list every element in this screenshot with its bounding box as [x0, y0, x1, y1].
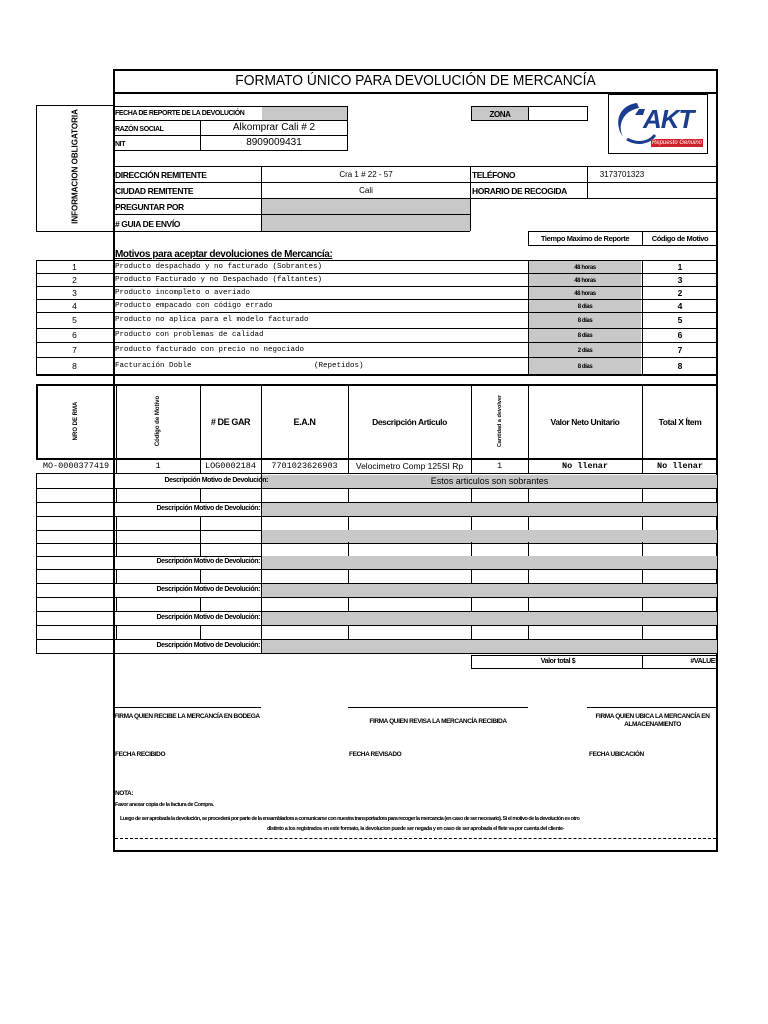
motivo-description-label: Descripción Motivo de Devolución:	[156, 586, 260, 593]
side-label: INFORMACION OBLIGATORIA	[70, 109, 80, 224]
cell-cantidad[interactable]: 1	[496, 461, 503, 471]
motivo-number: 8	[72, 361, 77, 371]
items-row-col	[471, 625, 472, 639]
items-row-edge	[36, 611, 37, 625]
items-row-col	[200, 625, 201, 639]
items-row-edge	[717, 474, 718, 488]
motivo-codigo: 4	[677, 301, 683, 311]
items-row-line	[36, 488, 718, 489]
akt-brand: AKT	[643, 104, 694, 134]
items-row-col	[261, 625, 262, 639]
items-row-col	[261, 542, 262, 556]
header-descripcion: Descripción Articulo	[372, 417, 447, 427]
motivo-col-divider	[113, 328, 114, 342]
motivo-tiempo: 8 días	[577, 364, 593, 370]
motivos-left-edge	[36, 260, 37, 374]
items-row-edge	[717, 597, 718, 611]
items-row-col	[116, 569, 117, 583]
items-row-col	[348, 488, 349, 502]
motivo-number: 1	[72, 262, 77, 272]
motivo-text: Facturación Doble	[115, 362, 192, 370]
motivo-codigo: 3	[677, 275, 683, 285]
horario-label: HORARIO DE RECOGIDA	[472, 186, 567, 196]
items-row-col	[348, 597, 349, 611]
items-row-edge	[717, 625, 718, 639]
items-row-col	[116, 542, 117, 556]
contact-top	[113, 166, 718, 167]
motivo-col-divider	[113, 260, 114, 273]
motivo-tiempo: 8 días	[577, 333, 593, 339]
items-row-edge	[717, 639, 718, 653]
items-row-col	[348, 542, 349, 556]
fecha-label: FECHA DE REPORTE DE LA DEVOLUCIÓN	[115, 110, 245, 117]
items-row-col	[642, 516, 643, 530]
guia-field[interactable]	[262, 215, 470, 231]
cell-descripcion[interactable]: Velocimetro Comp 125SI Rp	[355, 461, 464, 471]
motivo-codigo: 8	[677, 361, 683, 371]
header-ean: E.A.N	[293, 417, 316, 427]
contact-line	[113, 182, 718, 183]
nota-line3: distinto a los registrados en este formato, la devolucion puede ser negada y en caso de ser aprobada el flete va por cuenta del cliente-	[266, 826, 565, 832]
motivo-number: 3	[72, 288, 77, 298]
items-row-edge	[717, 583, 718, 597]
motivo-description-label: Descripción Motivo de Devolución:	[156, 505, 260, 512]
motivo-text: Producto empacado con código errado	[115, 302, 273, 310]
sig-recibe: FIRMA QUIEN RECIBE LA MERCANCÍA EN BODEGA	[114, 713, 260, 720]
items-row-col	[528, 516, 529, 530]
items-row-line	[36, 516, 718, 517]
motivos-title: Motivos para aceptar devoluciones de Mercancía:	[115, 249, 333, 260]
cell-valor-neto[interactable]: No llenar	[562, 461, 608, 471]
fecha-ubicacion: FECHA UBICACIÓN	[589, 751, 644, 758]
items-gray-row[interactable]	[262, 530, 717, 543]
header-divider	[114, 120, 348, 121]
nota-label: NOTA:	[115, 790, 134, 797]
col-codigo: Código de Motivo	[651, 234, 709, 243]
motivo-text: Producto con problemas de calidad	[115, 331, 264, 339]
sig-ubica: FIRMA QUIEN UBICA LA MERCANCÍA EN ALMACENAMIENTO	[595, 713, 710, 728]
nota-line2: Luego de ser aprobada la devolución, se procederá por parte de la ensambladora a comunicarse con nuestra transportadora para recoger la mercancía (en caso de ser necesario). Si el motivo de la devolución es otro	[120, 816, 580, 822]
items-row-edge	[717, 502, 718, 516]
motivo-text: Producto despachado y no facturado (Sobrantes)	[115, 263, 323, 271]
items-col-divider	[348, 384, 349, 473]
items-row-edge	[36, 529, 37, 543]
items-row-col	[116, 597, 117, 611]
items-row-col	[528, 542, 529, 556]
nota-dashed-line	[115, 838, 716, 839]
valor-total-label: Valor total $	[540, 658, 576, 665]
items-row-edge	[36, 516, 37, 530]
motivo-codigo: 2	[677, 288, 683, 298]
contact-line	[113, 231, 470, 232]
items-row-col	[200, 488, 201, 502]
items-row-col	[348, 569, 349, 583]
items-col-divider	[471, 384, 472, 473]
motivo-extra: (Repetidos)	[314, 362, 364, 370]
items-row-edge	[717, 488, 718, 502]
motivo-tiempo: 8 días	[577, 318, 593, 324]
header-rma: NRO DE RMA	[73, 401, 79, 441]
items-row-col	[200, 597, 201, 611]
col-tiempo: Tiempo Maximo de Reporte	[540, 234, 630, 243]
motivo-tiempo: 2 días	[577, 348, 593, 354]
motivo-tiempo: 48 horas	[574, 291, 596, 297]
motivo-tiempo: 48 horas	[574, 278, 596, 284]
cell-codigo-motivo[interactable]: 1	[155, 461, 161, 471]
motivo-description-field[interactable]	[262, 612, 717, 625]
preguntar-field[interactable]	[262, 199, 470, 214]
motivo-description-label: Descripción Motivo de Devolución:	[164, 477, 268, 484]
header-valor-neto: Valor Neto Unitario	[550, 417, 620, 427]
motivo-description-value: Estos articulos son sobrantes	[430, 476, 549, 486]
ciudad-label: CIUDAD REMITENTE	[115, 186, 194, 196]
header-total: Total X Ítem	[658, 417, 702, 427]
motivo-number: 7	[72, 345, 77, 355]
nota-line1: Favor anexar copia de la factura de Compra.	[115, 802, 214, 808]
items-row-edge	[717, 569, 718, 583]
motivo-description-label: Descripción Motivo de Devolución:	[156, 558, 260, 565]
motivo-description-field[interactable]	[262, 503, 717, 516]
items-row-line	[36, 625, 718, 626]
header-divider	[114, 135, 348, 136]
razon-label: RAZÓN SOCIAL	[115, 126, 164, 133]
items-row-col	[528, 597, 529, 611]
items-row-col	[471, 597, 472, 611]
items-col-divider	[528, 384, 529, 473]
nit-label: NIT	[115, 141, 126, 148]
items-row-col	[528, 569, 529, 583]
direccion-label: DIRECCIÓN REMITENTE	[115, 170, 207, 180]
direccion-value[interactable]: Cra 1 # 22 - 57	[339, 170, 393, 179]
header-cantidad: Cantidad a devolver	[497, 394, 503, 448]
motivo-col-divider	[113, 273, 114, 286]
cell-rma[interactable]: MO-0000377419	[42, 461, 110, 471]
sig-line-recibe	[113, 707, 261, 708]
telefono-label: TELÉFONO	[472, 170, 516, 180]
motivo-number: 2	[72, 275, 77, 285]
items-row-col	[471, 542, 472, 556]
items-col-divider	[200, 384, 201, 473]
preguntar-label: PREGUNTAR POR	[115, 202, 184, 212]
items-col-divider	[261, 384, 262, 473]
motivo-col-divider	[113, 286, 114, 299]
items-col-divider	[642, 384, 643, 473]
items-row-col	[116, 529, 117, 543]
cell-ean[interactable]: 7701023626903	[271, 461, 338, 471]
items-row-col	[348, 625, 349, 639]
header-gar: # DE GAR	[210, 417, 251, 427]
items-row-col	[116, 516, 117, 530]
items-row-line	[36, 569, 718, 570]
items-row-col	[471, 488, 472, 502]
motivo-number: 4	[72, 301, 77, 311]
items-row-line	[36, 597, 718, 598]
items-row-edge	[717, 555, 718, 569]
ciudad-value[interactable]: Cali	[359, 186, 373, 195]
motivo-tiempo: 8 días	[577, 304, 593, 310]
items-row-edge	[36, 474, 37, 488]
items-row-edge	[717, 516, 718, 530]
items-row-col	[261, 488, 262, 502]
motivo-col-divider	[113, 312, 114, 328]
items-col-divider	[116, 384, 117, 473]
motivo-description-field[interactable]	[262, 556, 717, 569]
items-row-edge	[717, 529, 718, 543]
sig-line-ubica	[587, 707, 718, 708]
sig-line-revisa	[348, 707, 528, 708]
items-row-col	[642, 488, 643, 502]
items-row-edge	[36, 625, 37, 639]
motivo-description-field[interactable]	[262, 584, 717, 597]
nit-value[interactable]: 8909009431	[246, 137, 302, 148]
items-row-col	[528, 488, 529, 502]
motivo-col-divider	[113, 342, 114, 357]
cell-total[interactable]: No llenar	[657, 461, 703, 471]
guia-label: # GUIA DE ENVÍO	[115, 219, 181, 229]
items-top-line	[36, 374, 718, 376]
items-row-col	[348, 516, 349, 530]
items-row-col	[642, 569, 643, 583]
telefono-value[interactable]: 3173701323	[599, 170, 645, 179]
zona-divider	[528, 106, 529, 121]
items-row-col	[471, 569, 472, 583]
items-row-line	[36, 653, 718, 654]
contact-col	[470, 166, 471, 231]
fecha-recibido: FECHA RECIBIDO	[115, 751, 166, 758]
items-row-col	[116, 625, 117, 639]
items-row-col	[261, 597, 262, 611]
items-row-edge	[36, 639, 37, 653]
page-title: FORMATO ÚNICO PARA DEVOLUCIÓN DE MERCANCÍA	[235, 72, 596, 89]
akt-tagline: Repuesto Genuino	[651, 140, 703, 146]
items-row-edge	[36, 597, 37, 611]
items-row-col	[200, 542, 201, 556]
items-row-col	[528, 625, 529, 639]
items-row-col	[261, 569, 262, 583]
motivo-text: Producto incompleto o averiado	[115, 289, 251, 297]
items-row-col	[471, 516, 472, 530]
items-row-col	[200, 529, 201, 543]
cell-gar[interactable]: LOG0002184	[204, 461, 256, 471]
items-row-col	[200, 569, 201, 583]
valor-total-value: #VALUE!	[690, 658, 717, 665]
motivo-codigo: 7	[677, 345, 683, 355]
sig-revisa: FIRMA QUIEN REVISA LA MERCANCÍA RECIBIDA	[369, 718, 507, 725]
motivo-description-label: Descripción Motivo de Devolución:	[156, 642, 260, 649]
zona-label: ZONA	[489, 110, 511, 119]
items-row-edge	[36, 542, 37, 556]
motivo-text: Producto Facturado y no Despachado (faltantes)	[115, 276, 323, 284]
items-row-edge	[36, 555, 37, 569]
motivo-codigo: 1	[677, 262, 683, 272]
motivo-codigo: 6	[677, 330, 683, 340]
header-codigo-motivo: Código de Motivo	[155, 395, 161, 447]
items-row-line	[36, 473, 718, 474]
fecha-revisado: FECHA REVISADO	[349, 751, 402, 758]
akt-logo	[608, 94, 708, 154]
motivo-text: Producto no aplica para el modelo facturado	[115, 316, 309, 324]
items-row-line	[36, 543, 718, 544]
motivo-description-label: Descripción Motivo de Devolución:	[156, 614, 260, 621]
items-row-edge	[36, 502, 37, 516]
items-row-edge	[36, 488, 37, 502]
motivo-tiempo: 48 horas	[574, 265, 596, 271]
motivo-number: 5	[72, 315, 77, 325]
motivo-text: Producto facturado con precio no negociado	[115, 346, 305, 354]
items-row-col	[642, 625, 643, 639]
items-row-col	[261, 529, 262, 543]
items-row-edge	[36, 569, 37, 583]
items-row-col	[642, 597, 643, 611]
motivo-col-divider	[113, 299, 114, 312]
motivo-col-divider	[113, 357, 114, 374]
motivo-number: 6	[72, 330, 77, 340]
items-row-col	[642, 542, 643, 556]
items-row-edge	[717, 542, 718, 556]
items-row-col	[261, 516, 262, 530]
items-row-edge	[36, 583, 37, 597]
motivo-description-field[interactable]	[262, 640, 717, 653]
motivo-codigo: 5	[677, 315, 683, 325]
razon-value[interactable]: Alkomprar Cali # 2	[232, 122, 316, 133]
items-row-edge	[717, 611, 718, 625]
items-row-col	[116, 488, 117, 502]
items-row-col	[200, 516, 201, 530]
